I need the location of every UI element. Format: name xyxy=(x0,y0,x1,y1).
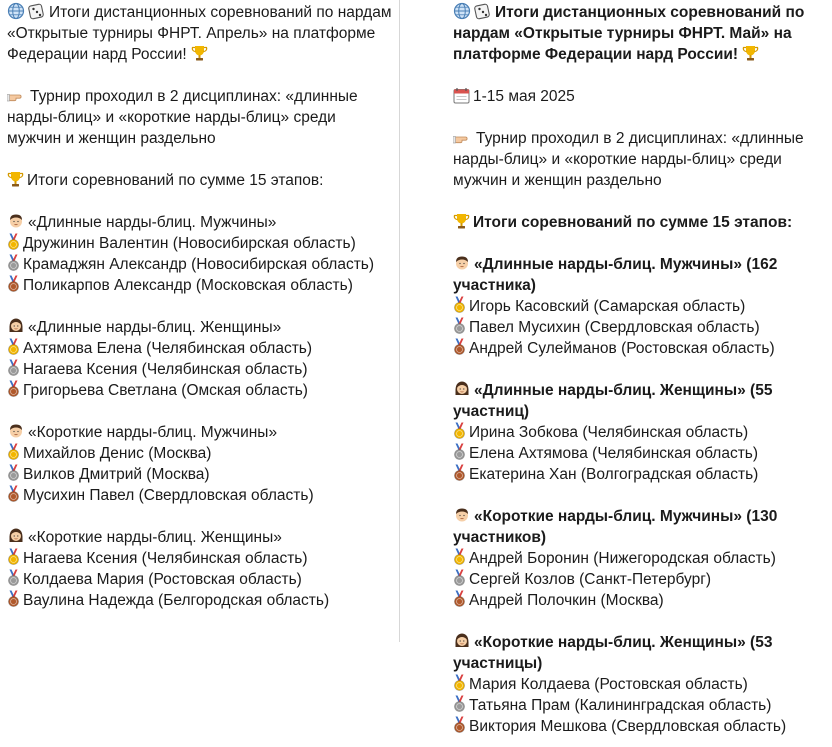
globe-icon xyxy=(453,2,471,20)
silver-medal-icon xyxy=(453,695,466,713)
woman-icon xyxy=(7,527,25,545)
silver-medal-icon xyxy=(453,443,466,461)
column-divider xyxy=(399,0,400,642)
post-title: Итоги дистанционных соревнований по нардам «Открытые турниры ФНРТ. Май» на платформе Федерации нард России! xyxy=(453,4,805,63)
pointing-hand-icon xyxy=(453,132,473,146)
silver-medal-icon xyxy=(453,569,466,587)
winner-row: Вилков Дмитрий (Москва) xyxy=(7,464,392,485)
category-title: «Короткие нарды-блиц. Женщины» xyxy=(7,527,392,548)
results-list xyxy=(453,254,825,737)
winner-row: Андрей Полочкин (Москва) xyxy=(453,590,825,611)
dice-icon xyxy=(474,2,492,20)
pointing-hand-icon xyxy=(7,90,27,104)
gold-medal-icon xyxy=(7,338,20,356)
man-icon xyxy=(7,212,25,230)
category-block xyxy=(7,212,392,317)
winner-row: Мария Колдаева (Ростовская область) xyxy=(453,674,825,695)
category-block xyxy=(453,254,825,380)
silver-medal-icon xyxy=(7,569,20,587)
bronze-medal-icon xyxy=(7,485,20,503)
woman-icon xyxy=(7,317,25,335)
gold-medal-icon xyxy=(7,548,20,566)
winner-row: Нагаева Ксения (Челябинская область) xyxy=(7,359,392,380)
results-list xyxy=(7,212,392,611)
winner-row: Виктория Мешкова (Свердловская область) xyxy=(453,716,825,737)
gold-medal-icon xyxy=(453,296,466,314)
bronze-medal-icon xyxy=(453,590,466,608)
post-april xyxy=(7,2,392,611)
results-heading: Итоги соревнований по сумме 15 этапов: xyxy=(7,170,392,191)
winner-row: Поликарпов Александр (Московская область) xyxy=(7,275,392,296)
category-block xyxy=(453,380,825,506)
trophy-icon xyxy=(191,44,208,62)
winner-row: Андрей Боронин (Нижегородская область) xyxy=(453,548,825,569)
category-title: «Короткие нарды-блиц. Женщины» (53 участницы) xyxy=(453,634,773,672)
silver-medal-icon xyxy=(453,317,466,335)
woman-icon xyxy=(453,380,471,398)
tournament-dates: 1-15 мая 2025 xyxy=(453,86,825,107)
winner-row: Елена Ахтямова (Челябинская область) xyxy=(453,443,825,464)
silver-medal-icon xyxy=(7,254,20,272)
winner-row: Нагаева Ксения (Челябинская область) xyxy=(7,548,392,569)
post-may xyxy=(453,2,825,737)
silver-medal-icon xyxy=(7,464,20,482)
man-icon xyxy=(7,422,25,440)
man-icon xyxy=(453,254,471,272)
globe-icon xyxy=(7,2,25,20)
category-title: «Длинные нарды-блиц. Мужчины» xyxy=(7,212,392,233)
category-block xyxy=(7,527,392,611)
gold-medal-icon xyxy=(7,443,20,461)
trophy-icon xyxy=(453,212,470,230)
results-heading: Итоги соревнований по сумме 15 этапов: xyxy=(453,212,825,233)
category-title: «Длинные нарды-блиц. Женщины» (55 участниц) xyxy=(453,382,773,420)
gold-medal-icon xyxy=(453,548,466,566)
category-title: «Короткие нарды-блиц. Мужчины» (130 участников) xyxy=(453,508,778,546)
category-block xyxy=(7,422,392,527)
winner-row: Михайлов Денис (Москва) xyxy=(7,443,392,464)
woman-icon xyxy=(453,632,471,650)
bronze-medal-icon xyxy=(453,464,466,482)
bronze-medal-icon xyxy=(453,338,466,356)
bronze-medal-icon xyxy=(7,380,20,398)
winner-row: Сергей Козлов (Санкт-Петербург) xyxy=(453,569,825,590)
gold-medal-icon xyxy=(453,674,466,692)
winner-row: Крамаджян Александр (Новосибирская область) xyxy=(7,254,392,275)
winner-row: Мусихин Павел (Свердловская область) xyxy=(7,485,392,506)
winner-row: Дружинин Валентин (Новосибирская область) xyxy=(7,233,392,254)
calendar-icon xyxy=(453,87,470,104)
silver-medal-icon xyxy=(7,359,20,377)
winner-row: Татьяна Прам (Калининградская область) xyxy=(453,695,825,716)
category-block xyxy=(453,506,825,632)
disciplines-text: Турнир проходил в 2 дисциплинах: «длинные нарды-блиц» и «короткие нарды-блиц» среди мужчин и женщин раздельно xyxy=(7,88,358,147)
winner-row: Ахтямова Елена (Челябинская область) xyxy=(7,338,392,359)
winner-row: Андрей Сулейманов (Ростовская область) xyxy=(453,338,825,359)
trophy-icon xyxy=(742,44,759,62)
gold-medal-icon xyxy=(7,233,20,251)
winner-row: Ирина Зобкова (Челябинская область) xyxy=(453,422,825,443)
bronze-medal-icon xyxy=(7,275,20,293)
winner-row: Екатерина Хан (Волгоградская область) xyxy=(453,464,825,485)
dice-icon xyxy=(28,2,46,20)
category-block xyxy=(7,317,392,422)
winner-row: Ваулина Надежда (Белгородская область) xyxy=(7,590,392,611)
gold-medal-icon xyxy=(453,422,466,440)
post-title: Итоги дистанционных соревнований по нардам «Открытые турниры ФНРТ. Апрель» на платформе Федерации нард России! xyxy=(7,4,392,63)
trophy-icon xyxy=(7,170,24,188)
category-title: «Длинные нарды-блиц. Женщины» xyxy=(7,317,392,338)
bronze-medal-icon xyxy=(453,716,466,734)
winner-row: Игорь Касовский (Самарская область) xyxy=(453,296,825,317)
disciplines-text: Турнир проходил в 2 дисциплинах: «длинные нарды-блиц» и «короткие нарды-блиц» среди мужчин и женщин раздельно xyxy=(453,130,804,189)
winner-row: Павел Мусихин (Свердловская область) xyxy=(453,317,825,338)
winner-row: Григорьева Светлана (Омская область) xyxy=(7,380,392,401)
category-title: «Длинные нарды-блиц. Мужчины» (162 участника) xyxy=(453,256,778,294)
winner-row: Колдаева Мария (Ростовская область) xyxy=(7,569,392,590)
category-title: «Короткие нарды-блиц. Мужчины» xyxy=(7,422,392,443)
man-icon xyxy=(453,506,471,524)
bronze-medal-icon xyxy=(7,590,20,608)
category-block xyxy=(453,632,825,737)
